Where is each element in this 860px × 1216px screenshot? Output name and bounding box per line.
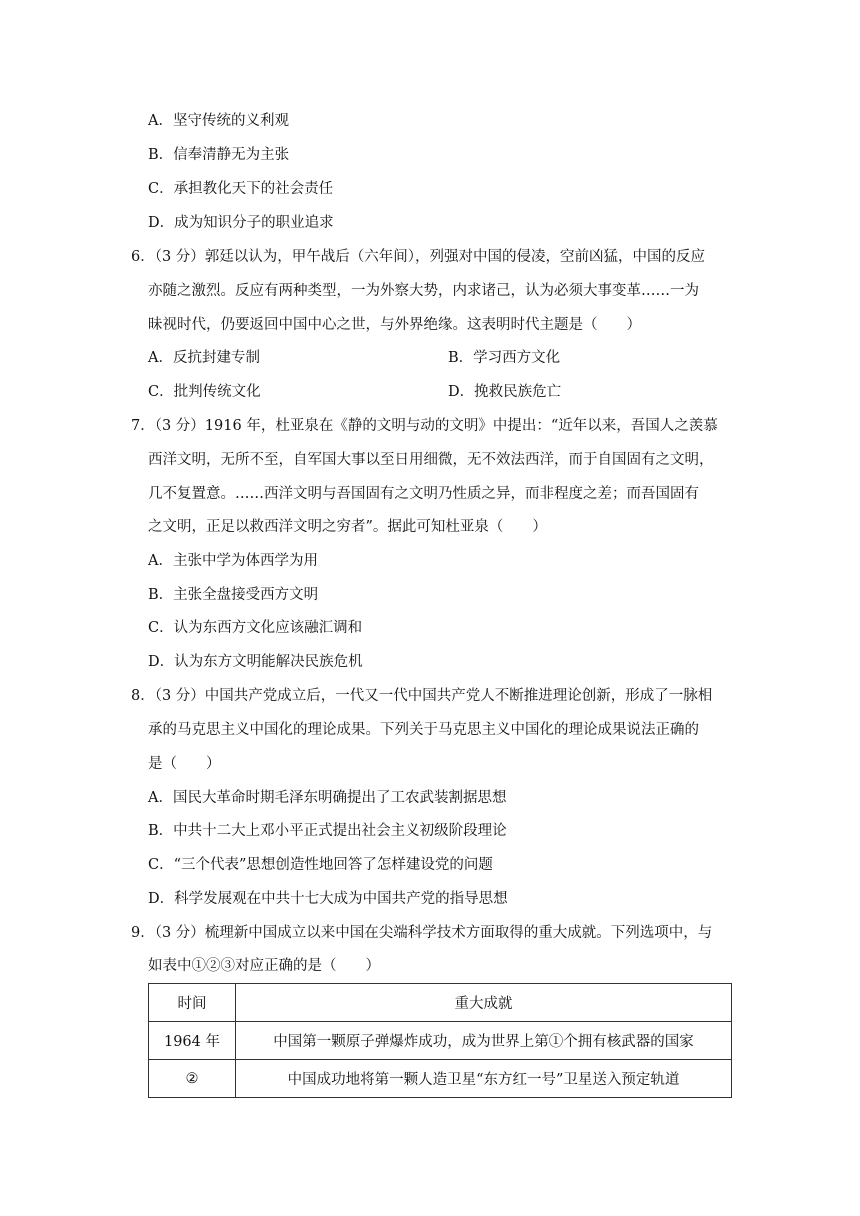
q5-option-d: D．成为知识分子的职业追求 [148, 215, 334, 231]
achievement-table [148, 983, 732, 1098]
q5-option-a: A．坚守传统的义利观 [148, 113, 289, 129]
q6-option-b: B．学习西方文化 [448, 350, 561, 366]
q6-option-c: C．批判传统文化 [148, 384, 261, 400]
q8-option-d: D．科学发展观在中共十七大成为中国共产党的指导思想 [148, 891, 508, 907]
q5-option-c: C．承担教化天下的社会责任 [148, 181, 334, 197]
table-header-achievement: 重大成就 [236, 984, 732, 1022]
q7-option-d: D．认为东方文明能解决民族危机 [148, 654, 363, 670]
table-header-row [149, 984, 732, 1022]
table-row [149, 1060, 732, 1098]
q8-option-c: C．“三个代表”思想创造性地回答了怎样建设党的问题 [148, 857, 493, 873]
q7-stem-line-2: 西洋文明，无所不至，自军国大事以至日用细微，无不效法西洋，而于自国固有之文明， [148, 452, 714, 468]
q8-stem-line-2: 承的马克思主义中国化的理论成果。下列关于马克思主义中国化的理论成果说法正确的 [148, 722, 699, 738]
q9-stem-line-1: 9．（3 分）梳理新中国成立以来中国在尖端科学技术方面取得的重大成就。下列选项中，与 [131, 925, 713, 941]
q6-stem-line-1: 6．（3 分）郭廷以认为，甲午战后（六年间），列强对中国的侵凌，空前凶猛，中国的反应 [131, 249, 706, 265]
q7-stem-line-1: 7．（3 分）1916 年，杜亚泉在《静的文明与动的文明》中提出：“近年以来，吾国人之羡慕 [131, 418, 718, 434]
q7-option-c: C．认为东西方文化应该融汇调和 [148, 620, 363, 636]
q8-stem-line-1: 8．（3 分）中国共产党成立后，一代又一代中国共产党人不断推进理论创新，形成了一脉相 [131, 688, 713, 704]
table-cell-time: ② [149, 1060, 236, 1098]
q8-option-a: A．国民大革命时期毛泽东明确提出了工农武装割据思想 [148, 790, 507, 806]
q7-option-a: A．主张中学为体西学为用 [148, 553, 318, 569]
q6-stem-line-3: 昧视时代，仍要返回中国中心之世，与外界绝缘。这表明时代主题是（ ） [148, 317, 641, 333]
q8-stem-line-3: 是（ ） [148, 756, 221, 772]
table-header-time: 时间 [149, 984, 236, 1022]
table-row [149, 1022, 732, 1060]
q5-option-b: B．信奉清静无为主张 [148, 147, 290, 163]
table-cell-time: 1964 年 [149, 1022, 236, 1060]
q6-option-d: D．挽救民族危亡 [448, 384, 562, 400]
q7-option-b: B．主张全盘接受西方文明 [148, 587, 319, 603]
q6-option-a: A．反抗封建专制 [148, 350, 260, 366]
q7-stem-line-4: 之文明，正足以救西洋文明之穷者”。据此可知杜亚泉（ ） [148, 519, 547, 535]
table-cell-achievement: 中国第一颗原子弹爆炸成功，成为世界上第①个拥有核武器的国家 [236, 1022, 732, 1060]
table-cell-achievement: 中国成功地将第一颗人造卫星“东方红一号”卫星送入预定轨道 [236, 1060, 732, 1098]
q8-option-b: B．中共十二大上邓小平正式提出社会主义初级阶段理论 [148, 823, 507, 839]
q9-stem-line-2: 如表中①②③对应正确的是（ ） [148, 958, 380, 974]
q7-stem-line-3: 几不复置意。……西洋文明与吾国固有之文明乃性质之异，而非程度之差；而吾国固有 [148, 486, 699, 502]
q6-stem-line-2: 亦随之激烈。反应有两种类型，一为外察大势，内求诸己，认为必须大事变革……一为 [148, 283, 699, 299]
